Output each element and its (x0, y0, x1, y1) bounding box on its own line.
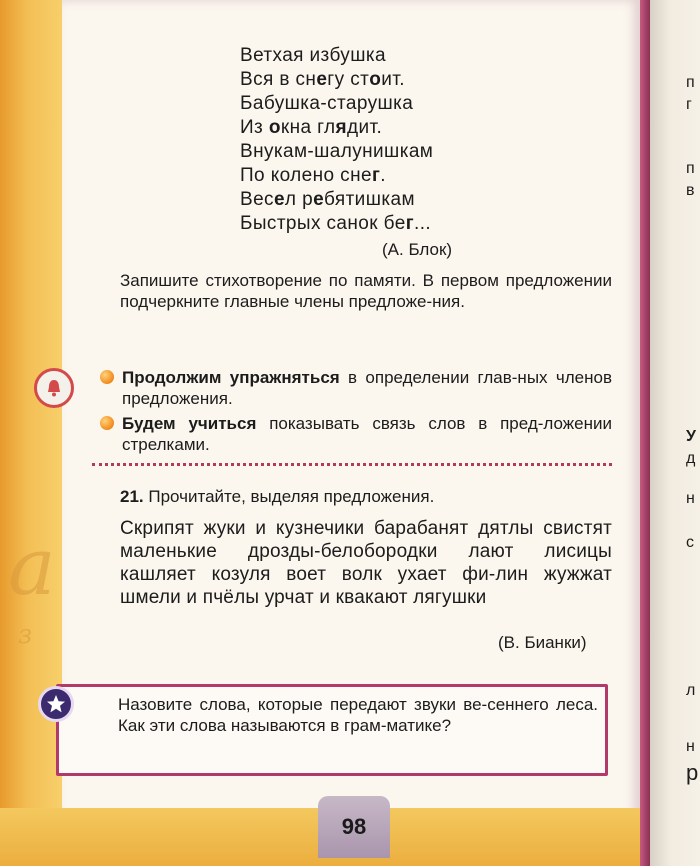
fragment-text: д (686, 450, 696, 467)
next-page-fragment (650, 0, 700, 866)
star-icon (38, 686, 74, 722)
poem-text: По колено сне (240, 165, 372, 186)
goal-item (122, 367, 612, 409)
poem-line (240, 164, 433, 188)
task-instruction: Запишите стихотворение по памяти. В первом предложении подчеркните главные члены предложе-ния. (120, 271, 612, 311)
poem-text: Бабушка-старушка (240, 93, 414, 114)
goal-bold: Продолжим упражняться (122, 368, 340, 387)
poem-text: ит. (381, 69, 405, 90)
decorative-letter: з (18, 620, 33, 650)
poem-line (240, 212, 433, 236)
fragment-text: п (686, 74, 695, 91)
poem-text: Вся в сн (240, 69, 317, 90)
exercise-text: Скрипят жуки и кузнечики барабанят дятлы свистят маленькие дрозды-белобородки лают лисицы кашляет козуля воет волк ухает фи-лин жужжат шмели и пчёлы урчат и квакают лягушки (120, 518, 612, 608)
exercise-number: 21. (120, 487, 144, 506)
exercise-instruction: Прочитайте, выделяя предложения. (148, 487, 435, 506)
poem-text: бятишкам (324, 189, 415, 210)
poem-text: л р (284, 189, 314, 210)
fragment-text: с (686, 534, 694, 551)
fragment-text: У (686, 428, 696, 445)
emphasized-letter: о (268, 117, 281, 138)
exercise-author: (В. Бианки) (498, 633, 587, 652)
poem-line (240, 44, 433, 68)
goal-bold: Будем учиться (122, 414, 257, 433)
poem-text: кна гл (280, 117, 336, 138)
goal-item (122, 413, 612, 455)
emphasized-letter: е (316, 69, 328, 90)
emphasized-letter: я (335, 117, 348, 138)
emphasized-letter: г (405, 213, 415, 234)
fragment-text: н (686, 490, 695, 507)
poem-text: Быстрых санок бе (240, 213, 406, 234)
poem-line (240, 68, 433, 92)
poem-line (240, 140, 433, 164)
bullet-icon (100, 416, 114, 430)
bell-icon (34, 368, 74, 408)
fragment-text: н (686, 738, 695, 755)
poem-text: Из (240, 117, 269, 138)
emphasized-letter: е (273, 189, 285, 210)
decorative-letter: а (8, 520, 56, 613)
goal-text: в определении глав-ных членов предложения. (122, 368, 612, 408)
poem-text: Внукам-шалунишкам (240, 141, 434, 162)
left-margin-decoration (0, 0, 62, 866)
fragment-text: л (686, 682, 696, 699)
poem-text: дит. (347, 117, 383, 138)
question-text: Назовите слова, которые передают звуки ве-сеннего леса. Как эти слова называются в грам-матике? (118, 695, 598, 735)
exercise-header (120, 487, 434, 507)
section-divider (92, 463, 612, 466)
fragment-text: р (686, 760, 699, 785)
poem-text: гу ст (327, 69, 370, 90)
bullet-icon (100, 370, 114, 384)
emphasized-letter: о (369, 69, 382, 90)
fragment-text: г (686, 96, 692, 113)
page-number: 98 (318, 796, 390, 858)
emphasized-letter: г (371, 165, 381, 186)
poem-line (240, 188, 433, 212)
poem-text: Вес (240, 189, 274, 210)
poem-line (240, 116, 433, 140)
poem-text: ... (414, 213, 432, 234)
goal-text: показывать связь слов в пред-ложении стрелками. (122, 414, 612, 454)
poem-text: . (380, 165, 386, 186)
page-edge (640, 0, 650, 866)
poem (240, 44, 433, 236)
poem-text: Ветхая избушка (240, 45, 386, 66)
emphasized-letter: е (313, 189, 325, 210)
poem-author: (А. Блок) (382, 240, 453, 259)
fragment-text: в (686, 182, 695, 199)
poem-line (240, 92, 433, 116)
fragment-text: п (686, 160, 695, 177)
